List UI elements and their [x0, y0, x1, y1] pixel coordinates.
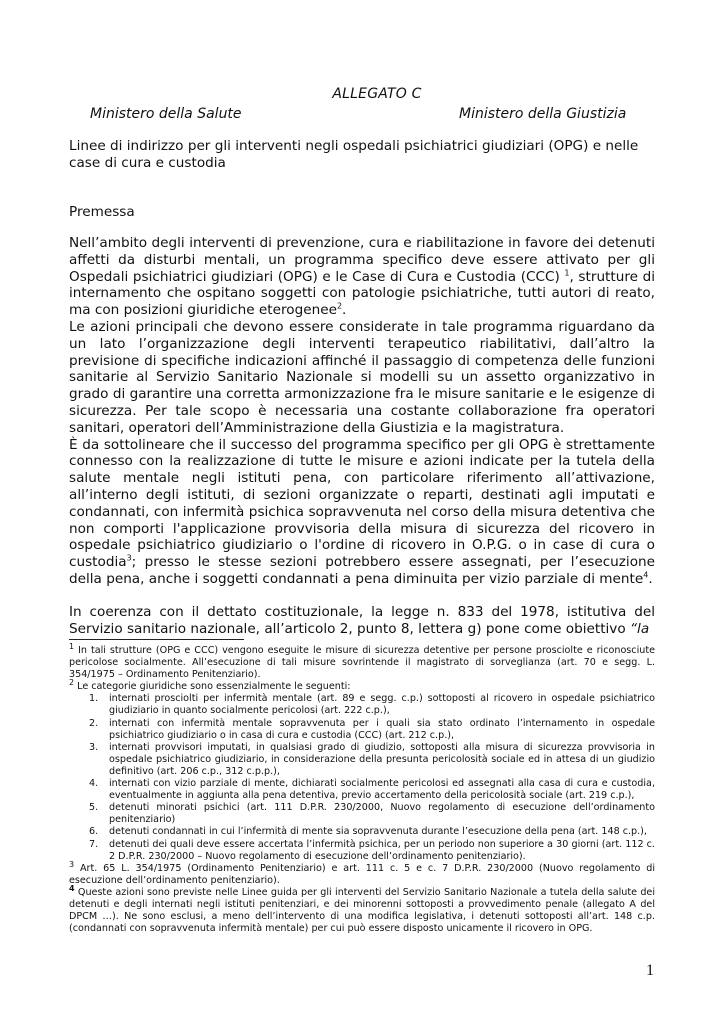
footnote-separator [69, 639, 244, 640]
list-item: 6. detenuti condannati in cui l’infermità di mente sia sopravvenuta durante l’esecuzione della pena (art. 148 c.p.), [89, 826, 647, 838]
list-item: 4. internati con vizio parziale di mente, dichiarati socialmente pericolosi ed assegnati alla casa di cura e custodia, eventualmente in aggiunta alla pena detentiva, previo accertamento della pericolosità sociale (art. 219 c.p.), [89, 778, 655, 802]
body-text [69, 235, 655, 637]
paragraph-1: Nell’ambito degli interventi di prevenzione, cura e riabilitazione in favore dei detenuti affetti da disturbi mentali, un programma specifico deve essere attivato per gli Ospedali psichiatrici giudiziari (OPG) e le Case di Cura e Custodia (CCC) $^1$, strutture di internamento che ospitano soggetti con patologie psichiatriche, tutti autori di reato, ma con posizioni giuridiche eterogenee$^2$. [69, 235, 655, 319]
list-item: 1. internati prosciolti per infermità mentale (art. 89 e segg. c.p.) sottoposti al ricovero in ospedale psichiatrico giudiziario in quanto socialmente pericolosi (art. 222 c.p.), [89, 693, 655, 717]
footnote-1: $^1$ In tali strutture (OPG e CCC) vengono eseguite le misure di sicurezza detentive per persone prosciolte e riconosciute pericolose socialmente. All’esecuzione di tali misure sovrintende il magistrato di sorveglianza (art. 70 e segg. L. 354/1975 – Ordinamento Penitenziario). [69, 641, 655, 681]
list-item: 7. detenuti dei quali deve essere accertata l’infermità psichica, per un periodo non superiore a 30 giorni (art. 112 c. 2 D.P.R. 230/2000 – Nuovo regolamento di esecuzione dell’ordinamento penitenziario). [89, 838, 655, 862]
footnote-ref-1[interactable]: 1 [564, 268, 570, 278]
list-item: 5. detenuti minorati psichici (art. 111 D.P.R. 230/2000, Nuovo regolamento di esecuzione dell’ordinamento penitenziario) [89, 802, 655, 826]
footnotes [69, 641, 655, 935]
footnote-ref-4[interactable]: 4 [643, 570, 649, 580]
footnote-3: $^3$ Art. 65 L. 354/1975 (Ordinamento Penitenziario) e art. 111 c. 5 e c. 7 D.P.R. 230/2000 (Nuovo regolamento di esecuzione dell’ordinamento penitenziario). [69, 859, 655, 886]
list-item: 2. internati con infermità mentale sopravvenuta per i quali sia stato ordinato l’internamento in ospedale psichiatrico giudiziario o in casa di cura e custodia (CCC) (art. 212 c.p.), [89, 717, 655, 741]
document-subject: Linee di indirizzo per gli interventi negli ospedali psichiatrici giudiziari (OPG) e nelle case di cura e custodia [69, 138, 639, 171]
footnote-ref-2[interactable]: 2 [336, 301, 343, 311]
ministry-justice-heading: Ministero della Giustizia [459, 106, 627, 122]
allegato-heading: ALLEGATO C [332, 86, 422, 102]
paragraph-4: In coerenza con il dettato costituzionale, la legge n. 833 del 1978, istitutiva del Servizio sanitario nazionale, all’articolo 2, punto 8, lettera g) pone come obiettivo “la [69, 603, 655, 637]
paragraph-3: È da sottolineare che il successo del programma specifico per gli OPG è strettamente connesso con la realizzazione di tutte le misure e azioni indicate per la tutela della salute mentale negli istituti pena, con particolare riferimento all’attivazione, all’interno degli istituti, di sezioni organizzate o reparti, destinati agli imputati e condannati, con infermità psichica sopravvenuta nel corso della misura detentiva che non comporti l'applicazione provvisoria della misura di sicurezza del ricovero in ospedale psichiatrico giudiziario o l'ordine di ricovero in O.P.G. o in case di cura o custodia$^3$; presso le stesse sezioni potrebbero essere assegnati, per l’esecuzione della pena, anche i soggetti condannati a pena diminuita per vizio parziale di mente$^4$. [69, 436, 655, 587]
paragraph-2: Le azioni principali che devono essere considerate in tale programma riguardano da un lato l’organizzazione degli interventi terapeutico riabilitativi, dall’altro la previsione di specifiche indicazioni affinché il passaggio di competenza delle funzioni sanitarie al Servizio Sanitario Nazionale si modelli su un assetto organizzativo in grado di garantire una corretta armonizzazione fra le misure sanitarie e le esigenze di sicurezza. Per tale scopo è necessaria una costante collaborazione fra operatori sanitari, operatori dell’Amministrazione della Giustizia e la magistratura. [69, 318, 655, 436]
footnote-4: $^4$ Queste azioni sono previste nelle Linee guida per gli interventi del Servizio Sanitario Nazionale a tutela della salute dei detenuti e degli internati negli istituti penitenziari, e dei minorenni sottoposti a provvedimento penale (allegato A del DPCM …). Ne sono esclusi, a meno dell’intervento di una modifica legislativa, i detenuti sottoposti all’art. 148 c.p. (condannati con sopravvenuta infermità mentale) per cui può essere disposto unicamente il ricovero in OPG. [69, 883, 655, 935]
ministry-health-heading: Ministero della Salute [90, 106, 242, 122]
footnote-ref-3[interactable]: 3 [126, 553, 132, 563]
footnote-2-list [69, 693, 655, 862]
footnote-2: $^2$ Le categorie giuridiche sono essenzialmente le seguenti: [69, 678, 351, 693]
page-number: 1 [646, 962, 654, 979]
section-title: Premessa [69, 204, 135, 220]
list-item: 3. internati provvisori imputati, in qualsiasi grado di giudizio, sottoposti alla misura di sicurezza provvisoria in ospedale psichiatrico giudiziario, in considerazione della presunta pericolosità sociale ed in attesa di un giudizio definitivo (art. 206 c.p., 312 c.p.p.), [89, 741, 655, 777]
